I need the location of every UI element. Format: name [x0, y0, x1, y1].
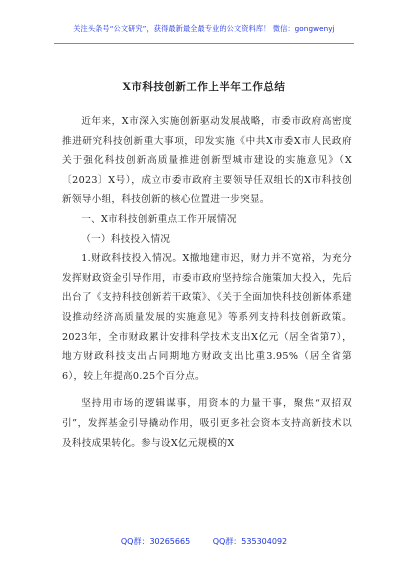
subsection-heading: （一）科技投入情况	[81, 233, 171, 245]
section-heading: 一、X市科技创新重点工作开展情况	[81, 213, 237, 225]
document-title: X市科技创新工作上半年工作总结	[122, 81, 286, 93]
intro-paragraph: 近年来，X市深入实施创新驱动发展战略，市委市政府高密度推进研究科技创新重大事项，印发实施《中共X市委X市人民政府关于强化科技创新高质量推进创新型城市建设的实施意见》（X〔2023〕X号），成立市委市政府主要领导任双组长的X市科技创新领导小组，科技创新的核心位置进一步突显。	[62, 116, 352, 206]
header-banner: 关注头条号“公文研究”，获得最新最全最专业的公文资料库！ 微信：gongwenyj	[73, 24, 335, 33]
header-divider	[54, 43, 354, 44]
qq-group-1: QQ群：30265665	[120, 537, 191, 546]
footer-contact	[0, 536, 408, 547]
fiscal-investment-paragraph: 1.财政科技投入情况。X撤地建市迟，财力并不宽裕，为充分发挥财政资金引导作用，市委市政府坚持综合施策加大投入，先后出台了《支持科技创新若干政策》、《关于全面加快科技创新体系建设推动经济高质量发展的实施意见》等系列支持科技创新政策。2023年，全市财政累计安排科学技术支出X亿元（居全省第7），地方财政科技支出占同期地方财政支出比重3.95%（居全省第6），较上年提高0.25个百分点。	[62, 253, 352, 382]
document-body	[62, 112, 352, 453]
market-capital-paragraph: 坚持用市场的逻辑谋事，用资本的力量干事，聚焦“双招双引”，发挥基金引导撬动作用，吸引更多社会资本支持高新技术以及科技成果转化。参与设X亿元规模的X	[62, 398, 352, 449]
qq-group-2: QQ群：535304092	[212, 537, 288, 546]
